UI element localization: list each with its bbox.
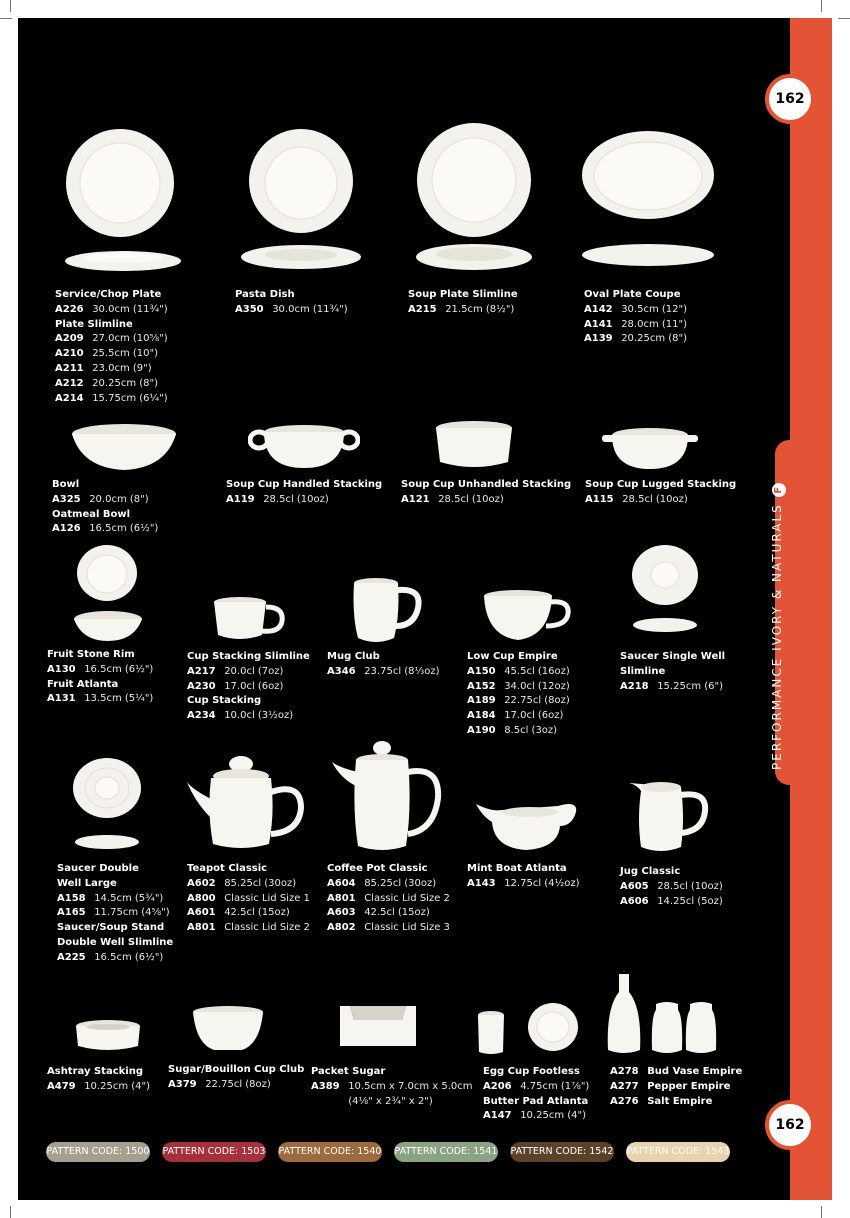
product-saucer-single <box>620 650 725 694</box>
cup-icon <box>210 595 288 645</box>
product-code: A119 <box>226 493 255 505</box>
soup-cup-icon <box>432 418 517 473</box>
product-size: 30.0cm (11¾") <box>272 303 348 315</box>
product-row <box>235 303 348 318</box>
product-title: Soup Cup Handled Stacking <box>226 479 383 490</box>
product-title: Butter Pad Atlanta <box>483 1095 589 1107</box>
bud-vase-icon <box>604 972 644 1056</box>
pattern-code-1542: PATTERN CODE: 1542 <box>510 1142 614 1162</box>
product-row <box>483 1080 589 1095</box>
product-code: A605 <box>620 880 649 892</box>
product-size: 42.5cl (15oz) <box>224 907 290 919</box>
product-row <box>585 493 736 508</box>
plate-icon <box>55 125 190 275</box>
product-size: 28.5cl (10oz) <box>622 493 688 505</box>
product-row <box>187 921 310 936</box>
product-title: Bowl <box>52 479 80 490</box>
page-number-bottom: 162 <box>765 1100 815 1150</box>
crop-mark <box>821 0 822 12</box>
coffee-pot-icon <box>330 738 445 854</box>
product-row <box>620 880 723 895</box>
product-title: Plate Slimline <box>55 318 133 330</box>
product-title: Saucer Single Well <box>620 651 726 662</box>
product-title: Egg Cup Footless <box>483 1066 580 1077</box>
product-code: A479 <box>47 1080 76 1092</box>
product-title: Teapot Classic <box>187 863 268 874</box>
product-title: Soup Cup Lugged Stacking <box>585 479 737 490</box>
salt-shaker-icon <box>684 1000 718 1056</box>
product-oval-plate <box>584 288 687 347</box>
product-row <box>57 951 173 966</box>
product-size: 10.0cl (3½oz) <box>224 710 294 722</box>
product-code: A230 <box>187 680 216 692</box>
product-size: 28.5cl (10oz) <box>657 880 723 892</box>
product-empire <box>610 1065 742 1109</box>
product-row <box>610 1065 742 1080</box>
product-size: 28.0cm (11") <box>621 318 687 330</box>
product-code: A143 <box>467 877 496 889</box>
product-size: 28.5cl (10oz) <box>263 493 329 505</box>
product-code: A206 <box>483 1080 512 1092</box>
product-size: 20.0cl (7oz) <box>224 665 284 677</box>
pattern-code-1500: PATTERN CODE: 1500 <box>46 1142 150 1162</box>
product-row <box>47 1080 150 1095</box>
product-title: Service/Chop Plate <box>55 289 162 300</box>
saucer-double-icon <box>70 758 145 853</box>
product-title: Oval Plate Coupe <box>584 289 681 300</box>
product-row <box>57 906 173 921</box>
product-code: A602 <box>187 877 216 889</box>
product-soup-cup-handled <box>226 478 382 508</box>
oval-plate-icon <box>580 130 720 270</box>
section-letter-badge: F <box>772 483 786 497</box>
product-size: 8.5cl (3oz) <box>504 724 558 736</box>
product-size: 85.25cl (30oz) <box>364 877 437 889</box>
product-size: 20.25cm (8") <box>92 377 158 389</box>
product-size: 27.0cm (10⅝") <box>92 333 168 345</box>
product-size-imperial: (4⅛" x 2¾" x 2") <box>348 1095 433 1107</box>
product-title: Pepper Empire <box>647 1080 731 1092</box>
egg-cup-icon <box>476 1010 506 1056</box>
product-size: 12.75cl (4½oz) <box>504 877 580 889</box>
product-ashtray <box>47 1065 150 1095</box>
product-size: 23.0cm (9") <box>92 362 152 374</box>
product-row <box>55 303 168 318</box>
product-code: A389 <box>311 1080 340 1092</box>
product-size: 20.25cm (8") <box>621 333 687 345</box>
product-title: Fruit Stone Rim <box>47 649 135 660</box>
product-saucer-double <box>57 862 173 966</box>
product-row <box>187 709 310 724</box>
product-row <box>483 1109 589 1124</box>
product-row <box>467 709 570 724</box>
product-code: A226 <box>55 303 84 315</box>
pattern-code-1541: PATTERN CODE: 1541 <box>394 1142 498 1162</box>
product-soup-cup-unhandled <box>401 478 571 508</box>
product-code: A225 <box>57 951 86 963</box>
product-row <box>52 522 158 537</box>
pattern-code-1543: PATTERN CODE: 1543 <box>626 1142 730 1162</box>
product-row <box>584 303 687 318</box>
product-size: 17.0cl (6oz) <box>224 680 284 692</box>
product-code: A278 <box>610 1066 639 1077</box>
product-code: A606 <box>620 895 649 907</box>
product-code: A158 <box>57 892 86 904</box>
product-size: 22.75cl (8oz) <box>205 1078 271 1090</box>
product-size: 16.5cm (6½") <box>84 663 154 675</box>
product-title: Salt Empire <box>647 1095 713 1107</box>
product-row <box>584 332 687 347</box>
product-row <box>187 906 310 921</box>
crop-mark <box>838 18 850 19</box>
product-size: 30.5cm (12") <box>621 303 687 315</box>
product-size: 85.25cl (30oz) <box>224 877 297 889</box>
product-size: 23.75cl (8⅓oz) <box>364 665 440 677</box>
product-code: A126 <box>52 523 81 535</box>
product-title: Fruit Atlanta <box>47 678 119 690</box>
product-size: 14.25cl (5oz) <box>657 895 723 907</box>
product-code: A210 <box>55 348 84 360</box>
product-title: Jug Classic <box>620 866 681 877</box>
jug-icon <box>625 775 710 855</box>
product-row <box>55 377 168 392</box>
product-code: A218 <box>620 680 649 692</box>
product-code: A277 <box>610 1080 639 1092</box>
product-cup-stacking <box>187 650 310 724</box>
product-size: 15.75cm (6¼") <box>92 392 168 404</box>
product-size: 11.75cm (4⅝") <box>94 907 170 919</box>
product-row <box>187 680 310 695</box>
product-code: A165 <box>57 907 86 919</box>
product-code: A141 <box>584 318 613 330</box>
product-row <box>55 347 168 362</box>
product-title: Cup Stacking <box>187 695 262 707</box>
product-row <box>467 877 580 892</box>
product-pasta-dish <box>235 288 348 318</box>
section-label-text: PERFORMANCE IVORY & NATURALS <box>770 503 784 770</box>
pattern-code-1540: PATTERN CODE: 1540 <box>278 1142 382 1162</box>
product-size: 13.5cm (5¼") <box>84 693 154 705</box>
product-code: A150 <box>467 665 496 677</box>
product-code: A211 <box>55 362 84 374</box>
product-code: A379 <box>168 1078 197 1090</box>
product-row <box>311 1080 473 1095</box>
product-code: A184 <box>467 710 496 722</box>
product-code: A121 <box>401 493 430 505</box>
product-code: A142 <box>584 303 613 315</box>
product-row <box>226 493 382 508</box>
product-title: Low Cup Empire <box>467 651 558 662</box>
product-size: 28.5cl (10oz) <box>438 493 504 505</box>
product-bowl <box>52 478 158 537</box>
product-teapot <box>187 862 310 936</box>
low-cup-icon <box>480 588 572 646</box>
product-code: A601 <box>187 907 216 919</box>
product-code: A276 <box>610 1095 639 1107</box>
ashtray-icon <box>74 1018 144 1056</box>
product-size: 10.5cm x 7.0cm x 5.0cm <box>348 1080 473 1092</box>
product-row <box>467 665 570 680</box>
product-row <box>57 892 173 907</box>
product-row <box>327 877 450 892</box>
fruit-bowl-icon <box>72 545 144 645</box>
product-row <box>620 895 723 910</box>
product-title: Mint Boat Atlanta <box>467 863 567 874</box>
product-size: Classic Lid Size 2 <box>224 922 310 934</box>
product-jug <box>620 865 723 909</box>
product-code: A139 <box>584 333 613 345</box>
product-row <box>55 332 168 347</box>
product-code: A800 <box>187 892 216 904</box>
teapot-icon <box>185 752 305 854</box>
product-code: A346 <box>327 665 356 677</box>
product-code: A217 <box>187 665 216 677</box>
product-size: 25.5cm (10") <box>92 348 158 360</box>
pattern-code-bar <box>46 1142 746 1162</box>
product-size: 10.25cm (4") <box>84 1080 150 1092</box>
crop-mark <box>10 0 11 12</box>
product-size: 20.0cm (8") <box>89 493 149 505</box>
product-egg-cup <box>483 1065 589 1124</box>
product-title: Slimline <box>620 665 666 677</box>
product-service-plate <box>55 288 168 406</box>
product-mug-club <box>327 650 440 680</box>
pepper-shaker-icon <box>650 1000 684 1056</box>
product-title: Coffee Pot Classic <box>327 863 428 874</box>
product-code: A131 <box>47 693 76 705</box>
product-low-cup <box>467 650 570 739</box>
product-size: 16.5cm (6½") <box>94 951 164 963</box>
product-title: Ashtray Stacking <box>47 1066 143 1077</box>
product-row <box>187 665 310 680</box>
product-code: A604 <box>327 877 356 889</box>
bowl-icon <box>70 420 180 475</box>
product-row <box>401 493 571 508</box>
product-size: 10.25cm (4") <box>520 1110 586 1122</box>
product-size: 17.0cl (6oz) <box>504 710 564 722</box>
product-title: Packet Sugar <box>311 1066 386 1077</box>
product-row <box>467 694 570 709</box>
butter-pad-icon <box>527 1002 581 1052</box>
soup-plate-icon <box>410 120 545 275</box>
product-row <box>584 318 687 333</box>
product-coffee-pot <box>327 862 450 936</box>
product-row <box>187 877 310 892</box>
product-row <box>168 1078 304 1093</box>
product-row <box>327 665 440 680</box>
product-size: 42.5cl (15oz) <box>364 907 430 919</box>
soup-cup-lugged-icon <box>600 425 700 473</box>
sugar-cup-icon <box>190 1004 266 1054</box>
product-code: A147 <box>483 1110 512 1122</box>
crop-mark <box>0 18 12 19</box>
section-label <box>770 430 786 770</box>
product-row <box>55 392 168 407</box>
product-title: Mug Club <box>327 651 380 662</box>
product-size: 21.5cm (8½") <box>445 303 515 315</box>
saucer-icon <box>630 545 700 635</box>
product-size: 45.5cl (16oz) <box>504 665 570 677</box>
product-size: Classic Lid Size 1 <box>224 892 310 904</box>
product-title: Well Large <box>57 877 117 889</box>
product-row <box>620 680 725 695</box>
product-code: A350 <box>235 303 264 315</box>
product-code: A801 <box>327 892 356 904</box>
crop-mark <box>821 1206 822 1218</box>
product-size: 15.25cm (6") <box>657 680 723 692</box>
product-code: A115 <box>585 493 614 505</box>
product-row <box>311 1095 473 1110</box>
product-sugar-cup <box>168 1063 304 1093</box>
product-row <box>47 663 153 678</box>
product-code: A234 <box>187 710 216 722</box>
product-row <box>467 724 570 739</box>
product-title: Soup Cup Unhandled Stacking <box>401 479 572 490</box>
product-fruit-stone <box>47 648 153 707</box>
product-size: 34.0cl (12oz) <box>504 680 570 692</box>
product-row <box>187 892 310 907</box>
product-soup-cup-lugged <box>585 478 736 508</box>
product-title: Bud Vase Empire <box>647 1066 743 1077</box>
soup-cup-handled-icon <box>248 420 360 475</box>
product-row <box>47 692 153 707</box>
product-row <box>467 680 570 695</box>
product-code: A214 <box>55 392 84 404</box>
product-title: Soup Plate Slimline <box>408 289 518 300</box>
pasta-dish-icon <box>235 125 370 275</box>
product-title: Saucer Double <box>57 863 139 874</box>
product-title: Saucer/Soup Stand <box>57 922 165 934</box>
product-size: 30.0cm (11¾") <box>92 303 168 315</box>
packet-sugar-icon <box>336 998 420 1052</box>
gravy-boat-icon <box>472 796 580 856</box>
product-row <box>610 1095 742 1110</box>
page-number-top: 162 <box>765 74 815 124</box>
product-mint-boat <box>467 862 580 892</box>
product-code: A190 <box>467 724 496 736</box>
product-code: A130 <box>47 663 76 675</box>
product-code: A325 <box>52 493 81 505</box>
product-code: A603 <box>327 907 356 919</box>
product-code: A215 <box>408 303 437 315</box>
product-title: Cup Stacking Slimline <box>187 651 310 662</box>
product-packet-sugar <box>311 1065 473 1109</box>
product-title: Pasta Dish <box>235 289 295 300</box>
product-row <box>610 1080 742 1095</box>
product-size: 22.75cl (8oz) <box>504 695 570 707</box>
product-code: A189 <box>467 695 496 707</box>
product-title: Oatmeal Bowl <box>52 508 131 520</box>
product-row <box>327 892 450 907</box>
product-soup-plate <box>408 288 518 318</box>
product-size: 14.5cm (5¾") <box>94 892 164 904</box>
product-row <box>327 906 450 921</box>
mug-icon <box>350 576 428 646</box>
product-code: A802 <box>327 922 356 934</box>
product-row <box>55 362 168 377</box>
crop-mark <box>10 1206 11 1218</box>
product-code: A209 <box>55 333 84 345</box>
product-size: Classic Lid Size 3 <box>364 922 450 934</box>
product-row <box>327 921 450 936</box>
product-size: 4.75cm (1⅞") <box>520 1080 590 1092</box>
product-code: A152 <box>467 680 496 692</box>
pattern-code-1503: PATTERN CODE: 1503 <box>162 1142 266 1162</box>
product-code: A801 <box>187 922 216 934</box>
product-code: A212 <box>55 377 84 389</box>
product-title: Double Well Slimline <box>57 936 174 948</box>
product-title: Sugar/Bouillon Cup Club <box>168 1064 305 1075</box>
product-size: Classic Lid Size 2 <box>364 892 450 904</box>
product-row <box>408 303 518 318</box>
product-row <box>52 493 158 508</box>
product-size: 16.5cm (6½") <box>89 523 159 535</box>
